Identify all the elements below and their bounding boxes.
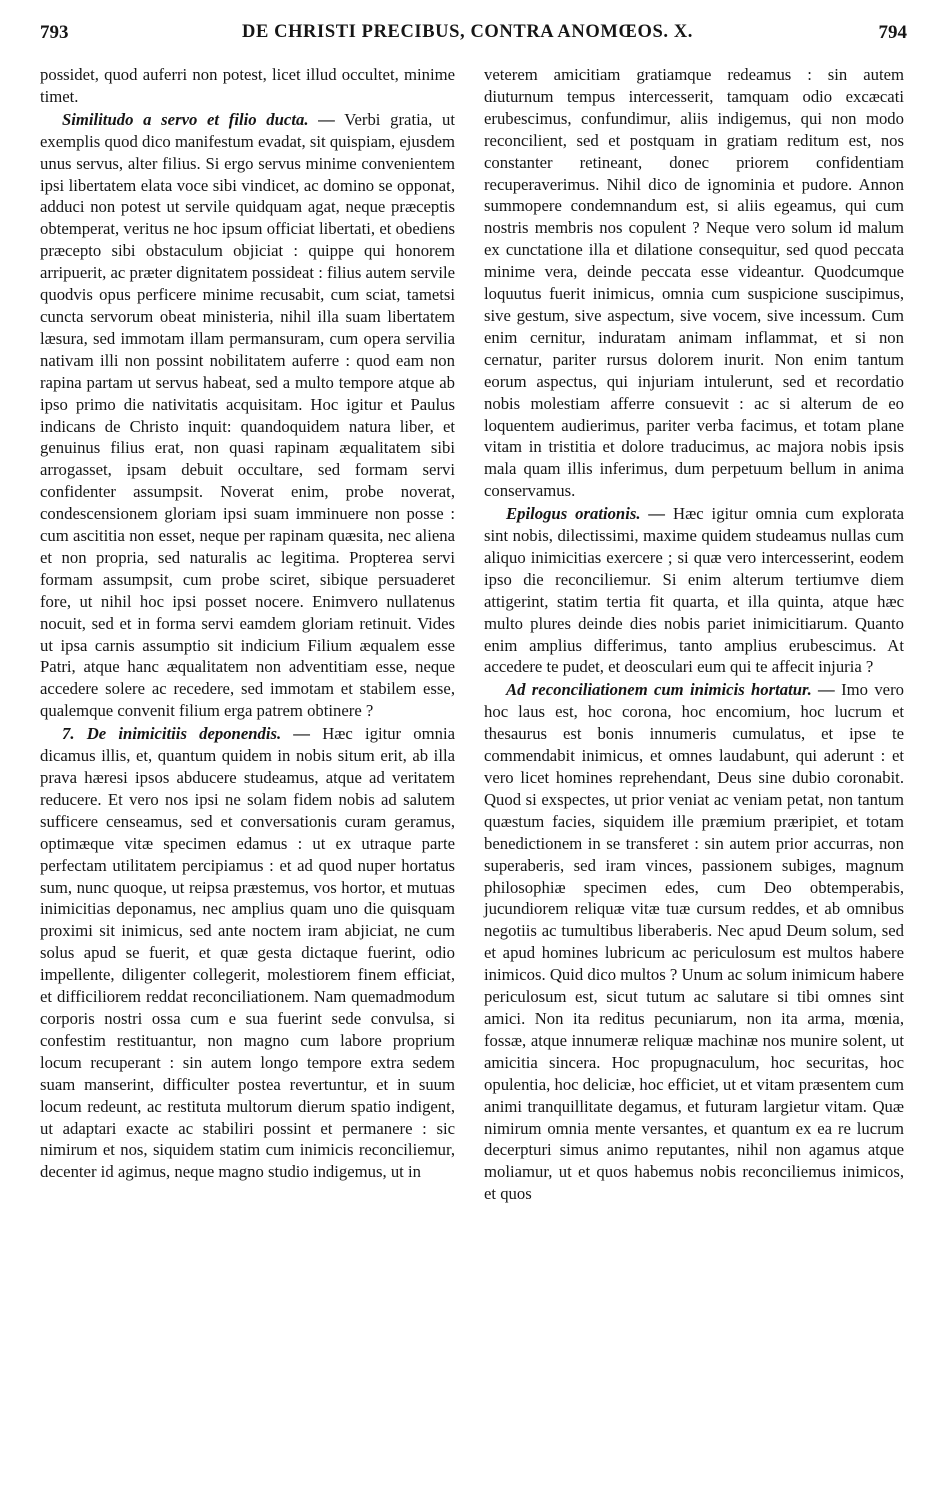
- section-rubric: Ad reconciliationem cum inimicis hortatur. —: [506, 680, 835, 700]
- paragraph-continuation: [40, 64, 455, 108]
- paragraph-continuation: [484, 64, 904, 502]
- section-rubric: 7. De inimicitiis deponendis. —: [62, 724, 311, 744]
- page-number-right: 794: [878, 22, 907, 43]
- paragraph-text: Imo vero hoc laus est, hoc corona, hoc encomium, hoc lucrum et thesaurus est bonis innumeris cumulatus, et ipse te commendabit inimicus, et omnes laudabunt, qui aderunt : et vero licet homines reprehendant, Deus sine dubio coronabit. Quod si exspectes, ut prior veniat ac veniam petat, non tantum quæstum facies, siquidem ille præmium præripiet, et totam benedictionem in se transferet : sin autem prior accurras, non superaberis, sed iram vinces, passionem subiges, magnum philosophiæ specimen edes, cum Deo obtemperabis, jucundiorem reliquæ vitæ tuæ cursum reddes, et ab omnibus negotiis ac tumultibus liberaberis. Nec apud Deum solum, sed et apud homines lubricum ac periculosum est multos habere inimicos. Quid dico multos ? Unum ac solum inimicum habere periculosum est, sicut tutum ac salutare si tibi omnes sint amici. Non ita reditus pecuniarum, non ita arma, mœnia, fossæ, atque innumeræ reliquæ machinæ nos munire solent, ut amicitia sincera. Hoc propugnaculum, hoc securitas, hoc opulentia, hoc deliciæ, hoc efficiet, ut et vitam præsentem cum animi tranquillitate degamus, et futuram largietur vitam. Quæ nimirum omnia mente versantes, et quantum ex ea re lucrum decerpturi simus animo reputantes, nihil non agamus atque moliamur, ut et quos habemus nobis reconciliemus inimicos, et quos: [484, 680, 904, 1204]
- paragraph-epilogus: [484, 503, 904, 678]
- section-rubric: Epilogus orationis. —: [506, 504, 666, 524]
- running-header: [0, 18, 935, 54]
- left-column: [40, 64, 455, 1183]
- page-number-left: 793: [40, 22, 69, 43]
- paragraph-similitudo: [40, 109, 455, 722]
- paragraph-text: Verbi gratia, ut exemplis quod dico manifestum evadat, sit quispiam, ejusdem unus servus, alter filius. Si ergo servus minime convenientem ipsi libertatem elata voce sibi vindicet, ac domino se opponat, adduci non potest ut servile quidquam agat, neque præceptis obtemperat, veritus ne hoc ipsum officiat libertati, et obediens præcepto sibi obstaculum objiciat : quippe qui honorem arripuerit, ac præter dignitatem possideat : filius autem servile quodvis opus perficere minime recusabit, cum sciat, tametsi cuncta servorum obeat ministeria, nihil illa suam libertatem læsura, sed immotam illam permansuram, cum opera servilia nativam illi non possint nobilitatem auferre : quod eam non rapina partam ut servus habeat, sed a multo tempore atque ab ipso primo die nativitatis acquisitam. Hoc igitur et Paulus indicans de Christo inquit: quandoquidem natura liber, et genuinus filius erat, non quasi rapinam æqualitatem sibi arrogasset, ipsam debuit occultare, sed formam servi confidenter assumpsit. Noverat enim, probe noverat, condescensionem gloriam ipsi suam imminuere non posse : cum ascititia non esset, neque per rapinam quæsita, nec aliena et non propria, sed naturalis ac legitima. Propterea servi formam assumpsit, cum probe sciret, sibique persuaderet fore, ut nihil hoc ipsi posset nocere. Enimvero nullatenus nocuit, sed et in forma servi eamdem gloriam retinuit. Vides ut ipsa carnis assumptio sit indicium Filium æqualem esse Patri, atque hanc æqualitatem non adventitiam esse, neque accedere solere ac recedere, sed immotam et stabilem esse, qualemque convenit filium erga patrem obtinere ?: [40, 109, 456, 721]
- running-title: DE CHRISTI PRECIBUS, CONTRA ANOMŒOS. X.: [241, 22, 694, 42]
- paragraph-text: Hæc igitur omnia cum explorata sint nobis, dilectissimi, maxime quidem studeamus nullas cum aliquo inimicitias exercere ; si quæ vero intercesserint, eodem ipso die reconciliemur. Si enim alterum tertiumve diem attigerint, statim tertia fit quarta, et illa quinta, atque hæc multo plures deinde dies nobis pariet inimicitiarum. Quanto enim amplius differimus, tanto amplius erubescimus. At accedere te pudet, et deosculari eum qui te affecit injuria ?: [484, 504, 904, 677]
- paragraph-text: possidet, quod auferri non potest, licet illud occultet, minime timet.: [40, 65, 455, 106]
- paragraph-text: veterem amicitiam gratiamque redeamus : sin autem diuturnum tempus intercesserit, tamquam odio excæcati erubescimus, confundimur, aliis indigemus, qui non modo reconcilient, sed et postquam in gratiam reditum est, nos constanter retineant, donec priorem confidentiam recuperaverimus. Nihil dico de ignominia et pudore. Annon summopere condemnandum est, si aliis egeamus, qui cum nostris membris nos copulent ? Neque vero solum id malum ex cunctatione illa et dilatione consequitur, sed quod peccata minime vera, deinde peccata esse videantur. Quodcumque loquutus fuerit inimicus, omnia cum suspicione suscipimus, sive gestum, sive aspectum, sive vocem, sive incessum. Cum enim cernitur, induratam animam inflammat, et si non cernatur, pariter rursus dolorem inurit. Non enim tantum eorum aspectus, qui injuriam intulerunt, sed et recordatio nobis molestiam afferre consuevit : ac si alterum de eo loquentem audierimus, pariter verba facimus, et totam plane vitam in tristitia et dolore traducimus, ac majora nobis ipsis mala quam illis inferimus, dum perpetuum bellum in anima conservamus.: [484, 65, 904, 501]
- section-rubric: Similitudo a servo et filio ducta. —: [62, 109, 335, 129]
- right-column: [484, 64, 904, 1205]
- paragraph-ad-reconciliationem: [484, 679, 904, 1205]
- paragraph-de-inimicitiis: [40, 723, 455, 1183]
- paragraph-text: Hæc igitur omnia dicamus illis, et, quantum quidem in nobis situm erit, ab illa prava hæresi ipsos abducere studeamus, atque ad veritatem reducere. Et vero nos ipsi ne solam fidem nobis ad salutem sufficere censeamus, sed et conversationis curam geramus, optimæque vitæ specimen edamus : ut ex utraque parte perfectam utilitatem percipiamus : et ad quod nuper hortatus sum, nunc quoque, ut reipsa præstemus, vos hortor, et mutuas inimicitias deponamus, nec amplius quam uno die quisquam proximi sit inimicus, sed ante noctem iram abjiciat, ne cum solus apud se fuerit, et quæ gesta dictaque fuerint, odio impellente, diligenter collegerit, molestiorem finem efficiat, et difficiliorem reddat reconciliationem. Nam quemadmodum corporis nostri ossa cum e sua fuerint sede convulsa, si confestim restituantur, non magno cum labore proprium locum recuperant : sin autem longo tempore extra sedem suam manserint, difficulter postea revertuntur, et in suum locum redeunt, ac restituta multorum dierum spatio indigent, ut adaptari exacte ac stabiliri possint et permanere : sic nimirum et nos, siquidem statim cum inimicis reconciliemur, decenter id agimus, neque magno studio indigemus, ut in: [40, 724, 455, 1182]
